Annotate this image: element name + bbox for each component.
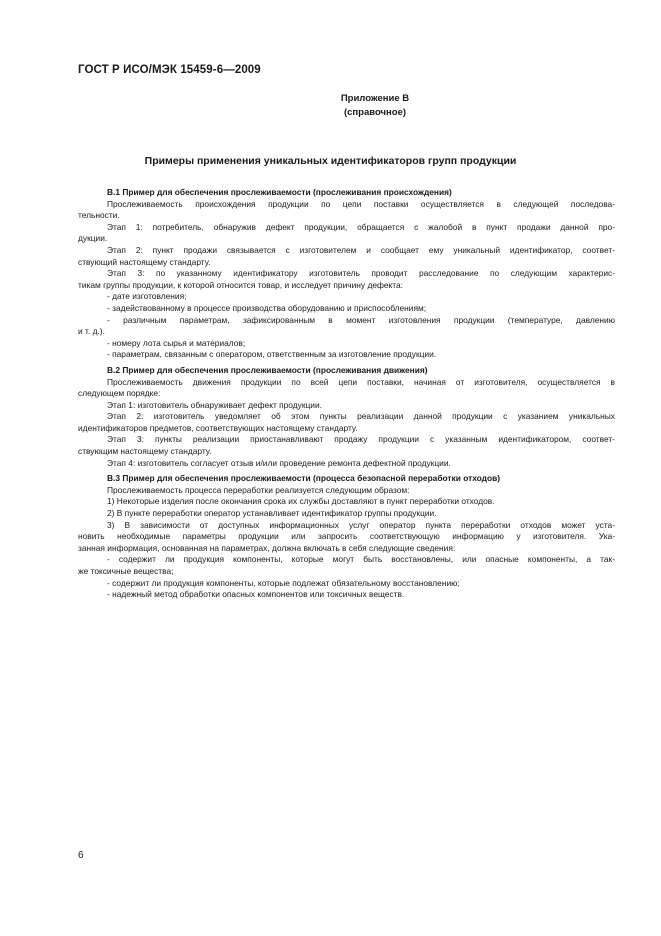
text-line: - номеру лота сырья и материалов; xyxy=(107,337,246,348)
text-line: - различным параметрам, зафиксированным в момент изготовления продукции (температуре, давлению xyxy=(107,314,615,325)
text-line: тельности. xyxy=(78,210,120,221)
subsection-heading: В.1 Пример для обеспечения прослеживаемости (прослеживания происхождения) xyxy=(107,187,452,197)
text-line: тикам группы продукции, к которой относится товар, и исследует причину дефекта: xyxy=(78,279,404,290)
text-line: и т. д.). xyxy=(78,326,105,337)
subsection-heading: В.2 Пример для обеспечения прослеживаемости (прослеживания движения) xyxy=(107,364,428,375)
text-line: Этап 1: потребитель, обнаружив дефект продукции, обращается с жалобой в пункт продажи данной про- xyxy=(107,221,615,232)
text-line: - дате изготовления; xyxy=(107,291,187,302)
page-number: 6 xyxy=(78,850,84,861)
text-line: - задействованному в процессе производства оборудованию и приспособлениям; xyxy=(107,302,427,313)
text-line: Этап 2: изготовитель уведомляет об этом пункты реализации данной продукции с указанием уникальных xyxy=(107,411,615,422)
text-line: - содержит ли продукция компоненты, которые подлежат обязательному восстановлению; xyxy=(107,577,460,588)
text-line: идентификаторов предметов, соответствующих настоящему стандарту. xyxy=(78,422,358,433)
text-line: ствующим настоящему стандарту. xyxy=(78,446,212,457)
text-line: 1) Некоторые изделия после окончания срока их службы доставляют в пункт переработки отходов. xyxy=(107,496,495,507)
text-line: занная информация, основанная на параметрах, должна включать в себя следующие сведения: xyxy=(78,542,456,553)
text-line: 2) В пункте переработки оператор устанавливает идентификатор группы продукции. xyxy=(107,508,437,519)
standard-designation: ГОСТ Р ИСО/МЭК 15459-6—2009 xyxy=(78,64,261,76)
text-line: новить необходимые параметры продукции или запросить соответствующую информацию у изготовителя. Ука- xyxy=(78,531,615,542)
annex-title: Приложение В xyxy=(340,93,410,104)
text-line: Этап 2: пункт продажи связывается с изготовителем и сообщает ему уникальный идентификатор, соответ- xyxy=(107,244,615,255)
text-line: Этап 3: пункты реализации приостанавливают продажу продукции с указанным идентификатором, соответ- xyxy=(107,434,615,445)
text-line: Прослеживаемость движения продукции по всей цепи поставки, начиная от изготовителя, осуществляется в xyxy=(107,376,615,387)
text-line: 3) В зависимости от доступных информационных услуг оператор пункта переработки отходов может уста- xyxy=(107,519,615,530)
text-line: же токсичные вещества; xyxy=(78,566,174,576)
section-title: Примеры применения уникальных идентификаторов групп продукции xyxy=(144,155,517,167)
annex-subtitle: (справочное) xyxy=(343,107,407,118)
text-line: Этап 3: по указанному идентификатору изготовитель проводит расследование по следующим характерис- xyxy=(107,268,615,279)
text-line: Этап 1: изготовитель обнаруживает дефект продукции. xyxy=(107,399,322,410)
text-line: следующем порядке: xyxy=(78,388,161,399)
text-line: - надежный метод обработки опасных компонентов или токсичных веществ. xyxy=(107,589,405,600)
text-line: Этап 4: изготовитель согласует отзыв и/или проведение ремонта дефектной продукции. xyxy=(107,457,451,468)
document-body xyxy=(78,187,615,601)
text-line: ствующий настоящему стандарту. xyxy=(78,256,211,267)
text-line: дукции. xyxy=(78,233,108,244)
text-line: - параметрам, связанным с оператором, ответственным за изготовление продукции. xyxy=(107,349,437,360)
subsection-heading: В.3 Пример для обеспечения прослеживаемости (процесса безопасной переработки отходов) xyxy=(107,473,501,484)
text-line: - содержит ли продукция компоненты, которые могут быть восстановлены, или опасные компоненты, а так- xyxy=(107,554,615,565)
text-line: Прослеживаемость происхождения продукции по цепи поставки осуществляется в следующей последова- xyxy=(107,198,615,209)
text-line: Прослеживаемость процесса переработки реализуется следующим образом: xyxy=(107,484,410,495)
